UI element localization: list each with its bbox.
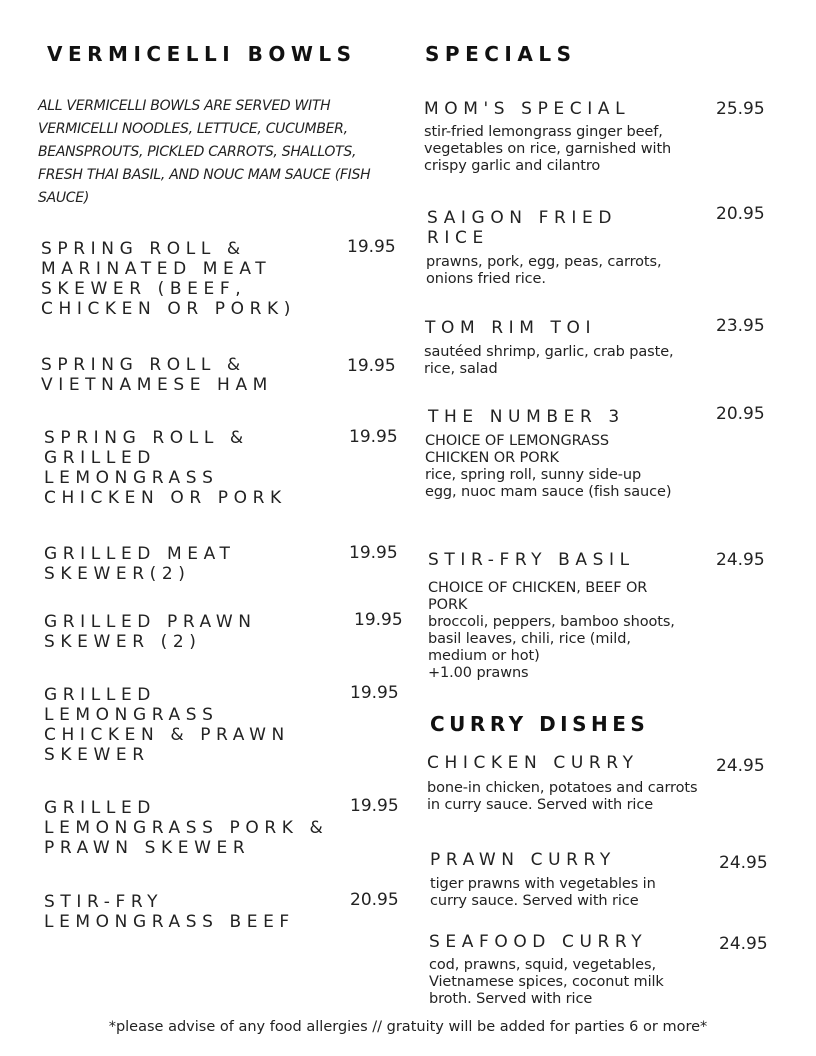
vermicelli-item-name: STIR-FRY LEMONGRASS BEEF: [44, 892, 295, 932]
curry-item-name: PRAWN CURRY: [430, 850, 616, 870]
special-item-name: MOM'S SPECIAL: [424, 99, 631, 119]
vermicelli-item-name: GRILLED LEMONGRASS PORK & PRAWN SKEWER: [44, 798, 329, 858]
vermicelli-item-price: 19.95: [354, 610, 403, 630]
vermicelli-bowls-heading: VERMICELLI BOWLS: [47, 42, 357, 66]
special-item-name: STIR-FRY BASIL: [428, 550, 635, 570]
vermicelli-item-price: 19.95: [349, 427, 398, 447]
special-item-name: THE NUMBER 3: [428, 407, 625, 427]
vermicelli-item-price: 19.95: [347, 356, 396, 376]
special-item-desc: sautéed shrimp, garlic, crab paste, rice, salad: [424, 344, 674, 377]
special-item-price: 24.95: [716, 550, 765, 570]
curry-item-name: SEAFOOD CURRY: [429, 932, 648, 952]
curry-item-desc: bone-in chicken, potatoes and carrots in curry sauce. Served with rice: [427, 780, 698, 813]
special-item-price: 20.95: [716, 404, 765, 424]
vermicelli-item-price: 20.95: [350, 890, 399, 910]
special-item-desc: stir-fried lemongrass ginger beef, vegetables on rice, garnished with crispy garlic and cilantro: [424, 124, 672, 174]
curry-item-name: CHICKEN CURRY: [427, 753, 639, 773]
curry-item-price: 24.95: [716, 756, 765, 776]
vermicelli-item-price: 19.95: [350, 683, 399, 703]
vermicelli-item-price: 19.95: [350, 796, 399, 816]
special-item-desc: CHOICE OF CHICKEN, BEEF OR PORK broccoli, peppers, bamboo shoots, basil leaves, chili, rice (mild, medium or hot) +1.00 prawns: [428, 580, 675, 681]
vermicelli-item-name: SPRING ROLL & MARINATED MEAT SKEWER (BEEF, CHICKEN OR PORK): [41, 239, 296, 319]
special-item-desc: prawns, pork, egg, peas, carrots, onions fried rice.: [426, 254, 662, 287]
curry-item-desc: tiger prawns with vegetables in curry sauce. Served with rice: [430, 876, 656, 909]
specials-heading: SPECIALS: [425, 42, 577, 66]
special-item-name: SAIGON FRIED RICE: [427, 208, 618, 248]
vermicelli-item-price: 19.95: [347, 237, 396, 257]
vermicelli-item-name: GRILLED LEMONGRASS CHICKEN & PRAWN SKEWER: [44, 685, 290, 765]
curry-item-price: 24.95: [719, 853, 768, 873]
special-item-price: 23.95: [716, 316, 765, 336]
vermicelli-item-name: GRILLED MEAT SKEWER(2): [44, 544, 236, 584]
special-item-desc: CHOICE OF LEMONGRASS CHICKEN OR PORK rice, spring roll, sunny side-up egg, nuoc mam sauce (fish sauce): [425, 433, 672, 500]
allergy-gratuity-footer: *please advise of any food allergies // gratuity will be added for parties 6 or more*: [108, 1019, 708, 1035]
curry-item-price: 24.95: [719, 934, 768, 954]
vermicelli-item-name: SPRING ROLL & GRILLED LEMONGRASS CHICKEN OR PORK: [44, 428, 287, 508]
special-item-price: 25.95: [716, 99, 765, 119]
special-item-price: 20.95: [716, 204, 765, 224]
vermicelli-intro: ALL VERMICELLI BOWLS ARE SERVED WITH VERMICELLI NOODLES, LETTUCE, CUCUMBER, BEANSPROUTS, PICKLED CARROTS, SHALLOTS, FRESH THAI BASIL, AND NOUC MAM SAUCE (FISH SAUCE): [38, 98, 371, 206]
curry-item-desc: cod, prawns, squid, vegetables, Vietnamese spices, coconut milk broth. Served with rice: [429, 957, 664, 1007]
vermicelli-item-price: 19.95: [349, 543, 398, 563]
special-item-name: TOM RIM TOI: [425, 318, 597, 338]
curry-dishes-heading: CURRY DISHES: [430, 712, 650, 736]
vermicelli-item-name: GRILLED PRAWN SKEWER (2): [44, 612, 257, 652]
vermicelli-item-name: SPRING ROLL & VIETNAMESE HAM: [41, 355, 273, 395]
